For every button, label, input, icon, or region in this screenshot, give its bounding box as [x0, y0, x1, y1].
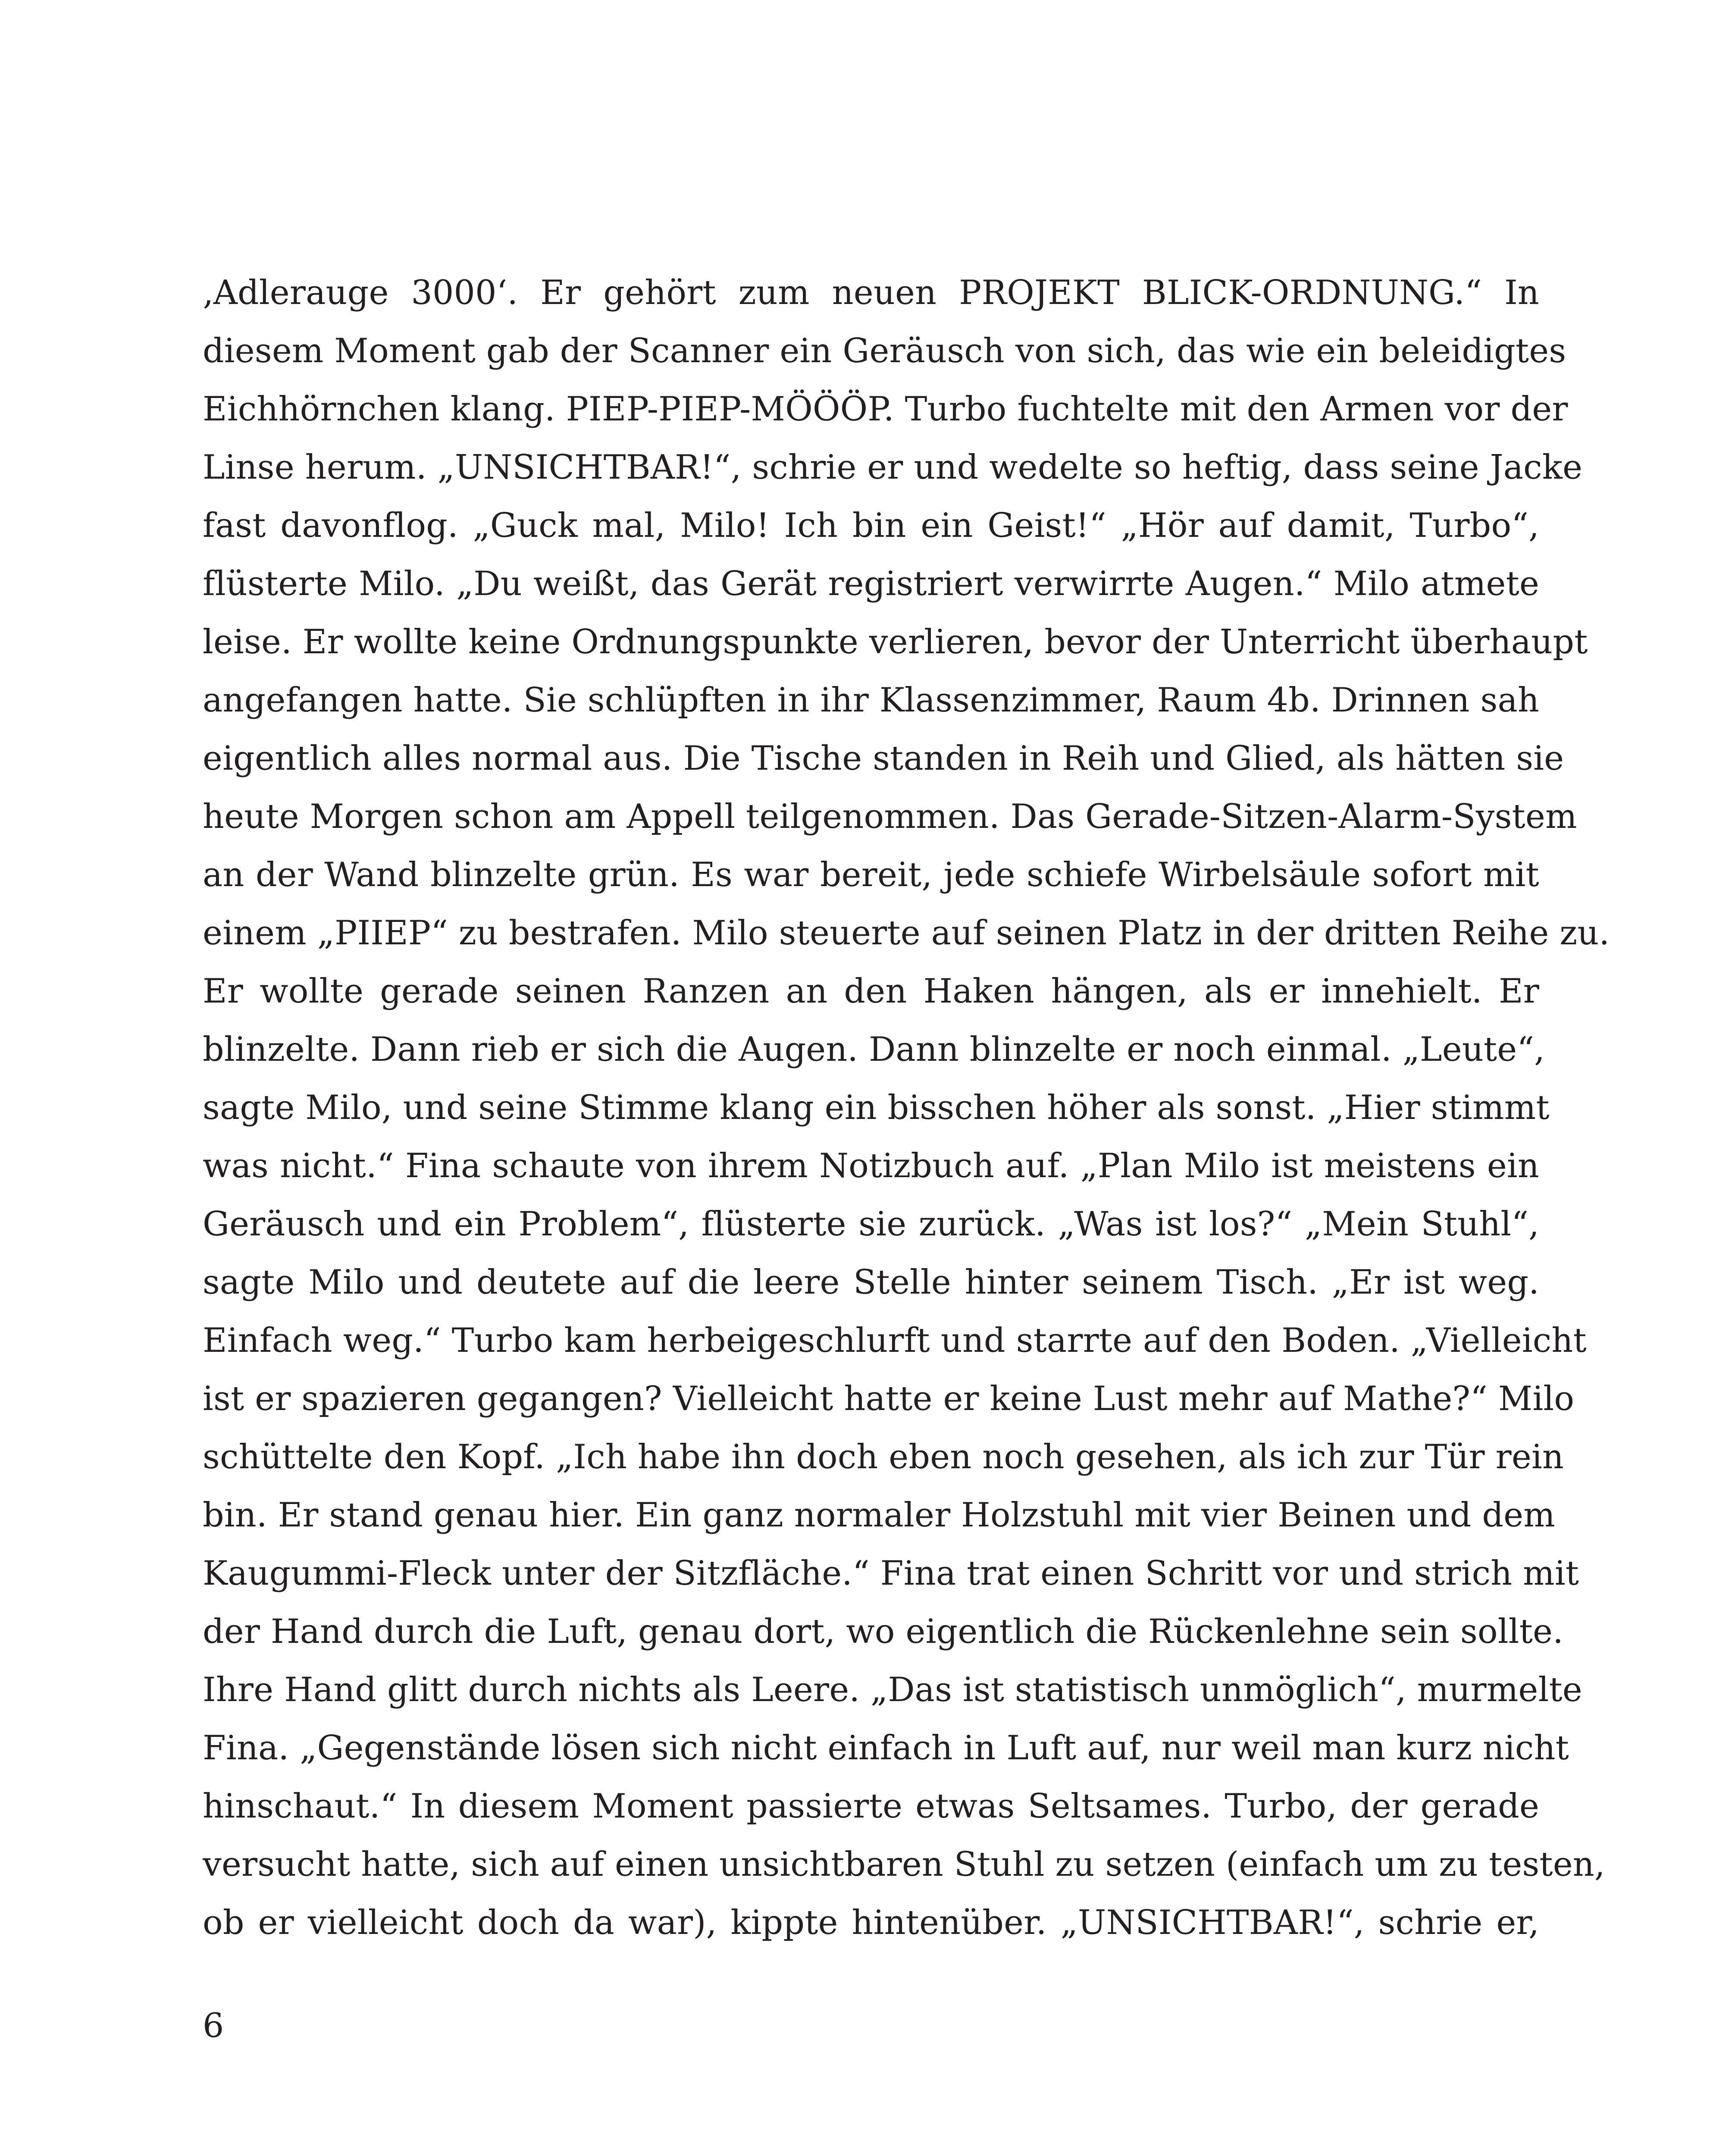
text-line: hinschaut.“ In diesem Moment passierte etwas Seltsames. Turbo, der gerade: [203, 1787, 1539, 1826]
text-line: Geräusch und ein Problem“, flüsterte sie zurück. „Was ist los?“ „Mein Stuhl“,: [203, 1205, 1539, 1244]
text-line: Fina. „Gegenstände lösen sich nicht einfach in Luft auf, nur weil man kurz nicht: [203, 1729, 1569, 1767]
text-line: angefangen hatte. Sie schlüpften in ihr Klassenzimmer, Raum 4b. Drinnen sah: [203, 681, 1539, 720]
page-number: 6: [203, 2006, 224, 2045]
text-line: ‚Adlerauge 3000‘. Er gehört zum neuen PROJEKT BLICK-ORDNUNG.“ In: [203, 273, 1539, 312]
text-line: was nicht.“ Fina schaute von ihrem Notizbuch auf. „Plan Milo ist meistens ein: [203, 1147, 1539, 1185]
text-line: bin. Er stand genau hier. Ein ganz normaler Holzstuhl mit vier Beinen und dem: [203, 1496, 1555, 1535]
text-line: blinzelte. Dann rieb er sich die Augen. Dann blinzelte er noch einmal. „Leute“,: [203, 1030, 1545, 1069]
text-line: ob er vielleicht doch da war), kippte hintenüber. „UNSICHTBAR!“, schrie er,: [203, 1903, 1539, 1942]
text-line: schüttelte den Kopf. „Ich habe ihn doch eben noch gesehen, als ich zur Tür rein: [203, 1438, 1564, 1476]
text-line: heute Morgen schon am Appell teilgenommen. Das Gerade-Sitzen-Alarm-System: [203, 797, 1577, 836]
text-line: versucht hatte, sich auf einen unsichtbaren Stuhl zu setzen (einfach um zu testen,: [203, 1845, 1605, 1884]
text-line: eigentlich alles normal aus. Die Tische standen in Reih und Glied, als hätten sie: [203, 739, 1564, 778]
text-line: leise. Er wollte keine Ordnungspunkte verlieren, bevor der Unterricht überhaupt: [203, 623, 1588, 661]
text-line: der Hand durch die Luft, genau dort, wo eigentlich die Rückenlehne sein sollte.: [203, 1612, 1563, 1651]
text-line: Linse herum. „UNSICHTBAR!“, schrie er und wedelte so heftig, dass seine Jacke: [203, 448, 1583, 487]
text-line: Ihre Hand glitt durch nichts als Leere. „Das ist statistisch unmöglich“, murmelte: [203, 1670, 1582, 1709]
text-line: fast davonflog. „Guck mal, Milo! Ich bin ein Geist!“ „Hör auf damit, Turbo“,: [203, 506, 1539, 545]
text-line: diesem Moment gab der Scanner ein Geräusch von sich, das wie ein beleidigtes: [203, 332, 1566, 370]
text-line: Einfach weg.“ Turbo kam herbeigeschlurft und starrte auf den Boden. „Vielleicht: [203, 1321, 1587, 1360]
body-text: [203, 264, 1610, 1952]
text-line: einem „PIIEP“ zu bestrafen. Milo steuerte auf seinen Platz in der dritten Reihe zu.: [203, 914, 1610, 953]
text-line: ist er spazieren gegangen? Vielleicht hatte er keine Lust mehr auf Mathe?“ Milo: [203, 1379, 1575, 1418]
text-line: Eichhörnchen klang. PIEP-PIEP-MÖÖÖP. Turbo fuchtelte mit den Armen vor der: [203, 390, 1568, 429]
text-line: Er wollte gerade seinen Ranzen an den Haken hängen, als er innehielt. Er: [203, 972, 1539, 1011]
text-line: an der Wand blinzelte grün. Es war bereit, jede schiefe Wirbelsäule sofort mit: [203, 856, 1539, 894]
text-line: Kaugummi-Fleck unter der Sitzfläche.“ Fina trat einen Schritt vor und strich mit: [203, 1554, 1579, 1593]
text-line: flüsterte Milo. „Du weißt, das Gerät registriert verwirrte Augen.“ Milo atmete: [203, 564, 1539, 603]
text-line: sagte Milo, und seine Stimme klang ein bisschen höher als sonst. „Hier stimmt: [203, 1088, 1550, 1127]
text-line: sagte Milo und deutete auf die leere Stelle hinter seinem Tisch. „Er ist weg.: [203, 1263, 1539, 1302]
